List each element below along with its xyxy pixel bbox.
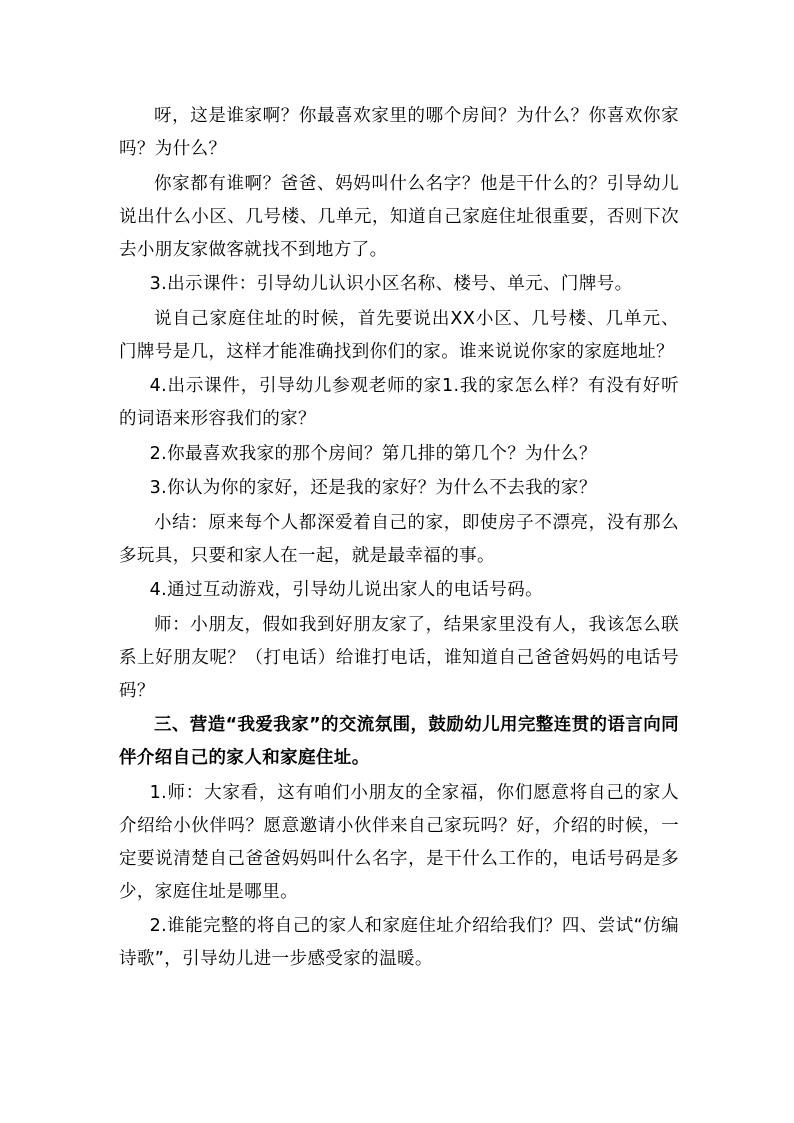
paragraph-step-4-teacher-home: 4.出示课件，引导幼儿参观老师的家1.我的家怎么样？有没有好听的词语来形容我们的家？ bbox=[119, 376, 679, 429]
paragraph-whose-home-better: 3.你认为你的家好，还是我的家好？为什么不去我的家？ bbox=[149, 478, 597, 498]
paragraph-step-3-courseware: 3.出示课件：引导幼儿认识小区名称、楼号、单元、门牌号。 bbox=[149, 274, 633, 294]
paragraph-summary: 小结：原来每个人都深爱着自己的家，即使房子不漂亮，没有那么多玩具，只要和家人在一起，就是最幸福的事。 bbox=[119, 512, 679, 566]
paragraph-family-members: 你家都有谁啊？爸爸、妈妈叫什么名字？他是干什么的？引导幼儿说出什么小区、几号楼、几单元，知道自己家庭住址很重要，否则下次去小朋友家做客就找不到地方了。 bbox=[119, 173, 679, 260]
paragraph-introduce-family: 2.谁能完整的将自己的家人和家庭住址介绍给我们？四、尝试“仿编诗歌”，引导幼儿进一步感受家的温暖。 bbox=[119, 916, 679, 969]
paragraph-address-explanation: 说自己家庭住址的时候，首先要说出XX小区、几号楼、几单元、门牌号是几，这样才能准确找到你们的家。谁来说说你家的家庭地址？ bbox=[119, 308, 679, 362]
paragraph-interactive-game: 4.通过互动游戏，引导幼儿说出家人的电话号码。 bbox=[149, 580, 544, 600]
paragraph-family-photo: 1.师：大家看，这有咱们小朋友的全家福，你们愿意将自己的家人介绍给小伙伴吗？愿意邀请小伙伴来自己家玩吗？好，介绍的时候，一定要说清楚自己爸爸妈妈叫什么名字，是干什么工作的，电话号码是多少，家庭住址是哪里。 bbox=[119, 782, 679, 902]
section-heading-3: 三、营造“我爱我家”的交流氛围，鼓励幼儿用完整连贯的语言向同伴介绍自己的家人和家庭住址。 bbox=[119, 715, 680, 768]
paragraph-teacher-phone-question: 师：小朋友，假如我到好朋友家了，结果家里没有人，我该怎么联系上好朋友呢？（打电话）给谁打电话，谁知道自己爸爸妈妈的电话号码？ bbox=[119, 614, 679, 701]
paragraph-favorite-room: 2.你最喜欢我家的那个房间？第几排的第几个？为什么？ bbox=[149, 443, 597, 464]
paragraph-room-question: 呀，这是谁家啊？你最喜欢家里的哪个房间？为什么？你喜欢你家吗？为什么？ bbox=[119, 106, 679, 159]
document-body bbox=[119, 100, 679, 978]
